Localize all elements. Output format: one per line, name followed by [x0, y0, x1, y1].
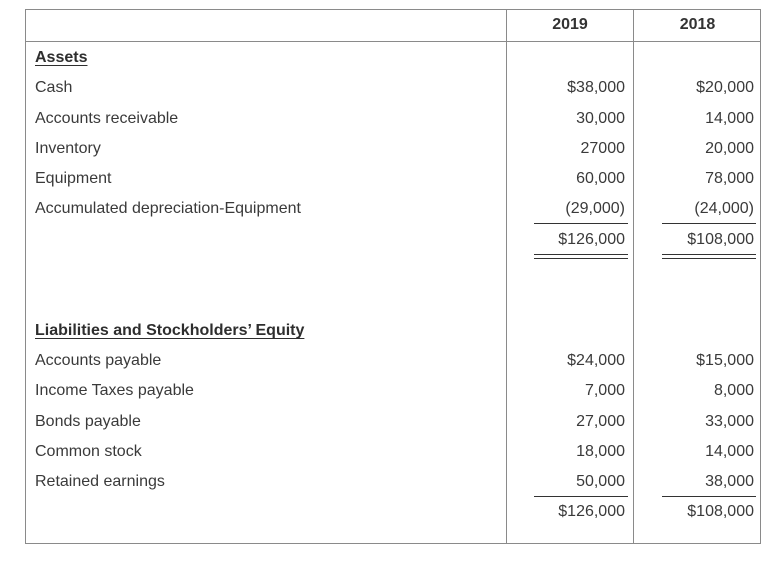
liabilities-heading-row: [26, 320, 760, 342]
value-2018: (24,000): [694, 200, 754, 217]
value-2019: 50,000: [576, 473, 625, 490]
liabilities-total-row: [26, 501, 760, 523]
value-2019: (29,000): [565, 200, 625, 217]
subtotal-underline-2019: [534, 496, 628, 497]
row-label: Accounts receivable: [35, 110, 179, 127]
table-row: [26, 441, 760, 463]
value-2018: $20,000: [696, 79, 754, 96]
value-2019: 18,000: [576, 443, 625, 460]
table-row: [26, 411, 760, 433]
row-label: Inventory: [35, 140, 101, 157]
total-double-underline-2018: [662, 254, 756, 259]
value-2019: 7,000: [584, 382, 625, 399]
table-row: [26, 198, 760, 220]
row-label: Cash: [35, 79, 73, 96]
table-row: [26, 168, 760, 190]
value-2019: $24,000: [567, 352, 625, 369]
subtotal-underline-2018: [662, 223, 756, 224]
total-liabilities-equity-2019: $126,000: [558, 503, 625, 520]
row-label: Equipment: [35, 170, 112, 187]
value-2019: 60,000: [576, 170, 625, 187]
value-2019: 27,000: [576, 413, 625, 430]
balance-sheet-table: [25, 9, 761, 544]
row-label: Accumulated depreciation-Equipment: [35, 200, 301, 217]
total-assets-2018: $108,000: [687, 231, 754, 248]
assets-heading-row: [26, 47, 760, 69]
value-2018: 33,000: [705, 413, 754, 430]
row-label: Income Taxes payable: [35, 382, 194, 399]
value-2018: 38,000: [705, 473, 754, 490]
table-row: [26, 350, 760, 372]
total-assets-2019: $126,000: [558, 231, 625, 248]
row-label: Retained earnings: [35, 473, 165, 490]
value-2018: 78,000: [705, 170, 754, 187]
value-2018: 14,000: [705, 110, 754, 127]
value-2018: 20,000: [705, 140, 754, 157]
subtotal-underline-2018: [662, 496, 756, 497]
value-2019: 27000: [580, 140, 625, 157]
table-row: [26, 471, 760, 493]
row-label: Accounts payable: [35, 352, 162, 369]
value-2019: 30,000: [576, 110, 625, 127]
value-2018: 14,000: [705, 443, 754, 460]
table-row: [26, 77, 760, 99]
table-row: [26, 108, 760, 130]
row-label: Common stock: [35, 443, 142, 460]
header-divider: [26, 41, 760, 42]
subtotal-underline-2019: [534, 223, 628, 224]
table-row: [26, 138, 760, 160]
row-label: Bonds payable: [35, 413, 141, 430]
liabilities-heading: Liabilities and Stockholders’ Equity: [35, 322, 305, 339]
value-2019: $38,000: [567, 79, 625, 96]
assets-heading: Assets: [35, 49, 88, 66]
column-header-2018: 2018: [679, 16, 716, 33]
assets-total-row: [26, 229, 760, 251]
column-header-2019: 2019: [552, 16, 588, 33]
value-2018: 8,000: [713, 382, 754, 399]
total-double-underline-2019: [534, 254, 628, 259]
table-row: [26, 380, 760, 402]
value-2018: $15,000: [696, 352, 754, 369]
total-liabilities-equity-2018: $108,000: [687, 503, 754, 520]
